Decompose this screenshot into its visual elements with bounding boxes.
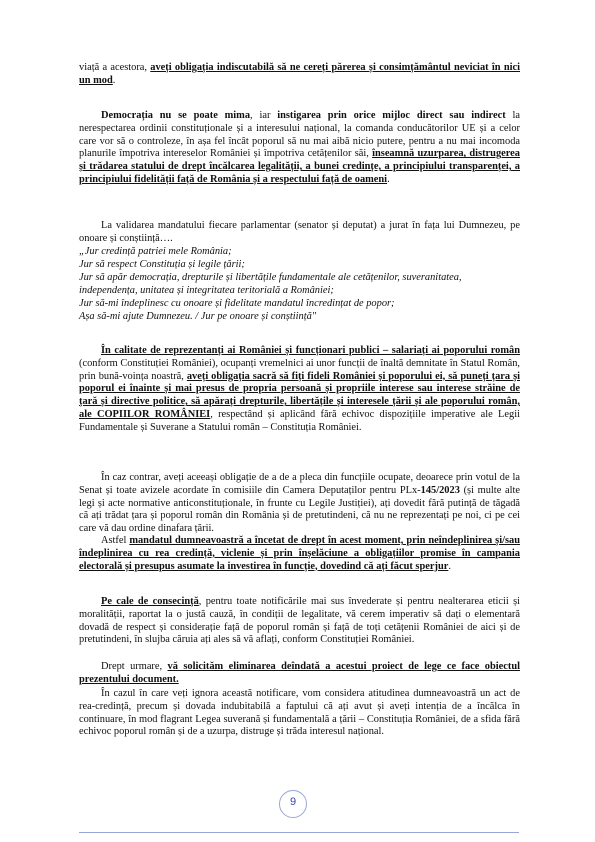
text-span: viață a acestora,	[79, 62, 151, 73]
text-span: La validarea mandatului fiecare parlamentar (senator și deputat) a jurat în fața lui Dumnezeu, pe onoare și conștiință….	[79, 220, 520, 244]
paragraph-oath-intro	[79, 220, 520, 246]
text-span: În caz contrar, aveți aceeași obligație de a de a pleca din funcțiile ocupate, deoarece prin votul de la Senat și toate avizele acordate în comisiile din Camera Deputaților pentru PLx-	[79, 472, 520, 496]
emphasis-text: În calitate de reprezentanți ai României și funcționari publici – salariați ai poporului român	[101, 345, 520, 356]
emphasis-text: mandatul dumneavoastră a încetat de drept în acest moment, prin neîndeplinirea și/sau îndeplinirea cu rea credință, viclenie și prin înșelăciune a obligațiilor promise în campania electorală și presupus asumate la investirea în funcție, dovedind că ați făcut sperjur	[79, 535, 520, 572]
emphasis-text: instigarea prin orice mijloc direct sau indirect	[277, 110, 506, 121]
emphasis-text: 145/2023	[420, 484, 460, 496]
text-span: Astfel	[101, 535, 130, 546]
paragraph-representatives	[79, 345, 520, 434]
text-span: Jur să-mi îndeplinesc cu onoare și fidelitate mandatul încredințat de popor;	[79, 298, 395, 309]
text-span: .	[448, 560, 451, 572]
paragraph-mandate	[79, 535, 520, 573]
text-span: Așa să-mi ajute Dumnezeu. / Jur pe onoare și conștiință"	[79, 311, 317, 322]
oath-line	[79, 298, 520, 311]
paragraph-consequence	[79, 596, 520, 647]
paragraph-request	[79, 661, 520, 687]
text-span: „Jur credință patriei mele România;	[79, 246, 232, 257]
paragraph-warning	[79, 688, 520, 739]
text-span: (și multe alte legi și acte normative anticonstituționale, în frunte cu Legile Justiției), ați dovedit fără putință de tăgadă că ați trădat țara și poporul român din România și de pretutindeni, că nu ne reprezentați pe noi, ci pe cei care vă dau ordine dinafara țării.	[79, 484, 520, 534]
emphasis-text: vă solicităm eliminarea deîndată a acestui proiect de lege ce face obiectul prezentului document.	[79, 661, 520, 685]
oath-line	[79, 311, 520, 324]
emphasis-text: aveți obligația sacră să fiți fideli României și poporului ei, să puneți țara și poporul ei înainte și mai presus de propria persoană și propriile interese sau interese străine de țară și directive politice, să apărați drepturile, libertățile și interesele țării și ale poporului român, ale COPIILOR ROMÂNIEI	[79, 370, 521, 420]
text-span: (conform Constituției României), ocupanți vremelnici ai unor funcții de înaltă demnitate în Statul Român, prin bună-voința noastră,	[79, 357, 520, 382]
emphasis-text: înseamnă uzurparea, distrugerea și trădarea statului de drept încălcarea legalității, a bunei credințe, a principiului transparenței, a principiului fidelității față de România și a respectului față de oameni	[79, 148, 520, 185]
text-span: Jur să apăr democrația, drepturile și libertățile fundamentale ale cetățenilor, suveranitatea, independența, unitatea și integritatea teritorială a României;	[79, 272, 462, 296]
page-number: 9	[289, 796, 297, 808]
footer-rule	[79, 832, 519, 833]
emphasis-text: aveți obligația indiscutabilă să ne cereți părerea și consimțământul neviciat în nici un mod	[79, 62, 520, 86]
oath-line	[79, 272, 520, 298]
paragraph-otherwise	[79, 472, 520, 536]
text-span: Drept urmare,	[101, 661, 168, 672]
oath-line	[79, 259, 520, 272]
text-span: .	[112, 74, 116, 86]
text-span: la nerespectarea ordinii constituționale și a interesului național, la comanda conducătorilor UE și a celor care vor să o controleze, în așa fel încât poporul să nu mai aibă nicio putere, pentru a nu mai incomoda planurile împotriva intereselor României și împotriva cetățenilor săi,	[79, 110, 520, 160]
text-span: , respectând și aplicând fără echivoc dispozițiile imperative ale Legii Fundamentale și Suverane a Statului român – Constituția României.	[79, 408, 520, 433]
text-span: , iar	[250, 110, 278, 121]
oath-line	[79, 246, 520, 259]
text-span: Jur să respect Constituția și legile țării;	[79, 259, 245, 270]
paragraph-democracy	[79, 110, 520, 187]
text-span: .	[387, 173, 390, 185]
text-span: , pentru toate notificările mai sus învederate și pentru nealterarea eticii și moralității, raportat la o justă cauză, în condiții de legalitate, vă cerem imperativ să dați o elementară dovadă de respect și considerație față de poporul român și față de toți cetățenii României de aici și de pretutindeni, în slujba căruia ați ales să vă aflați, conform Constituției României.	[79, 596, 521, 646]
text-span: În cazul în care veți ignora această notificare, vom considera atitudinea dumneavoastră un act de rea-credință, precum și dovada indubitabilă a faptului că ați avut și aveți intenția de a încălca în continuare, în mod flagrant Legea suverană și fundamentală a țării – Constituția României, de a sfida fără echivoc poporul român și de a uzurpa, distruge și trăda interesul național.	[79, 688, 520, 738]
emphasis-text: Pe cale de consecință	[101, 596, 199, 607]
paragraph-continuation	[79, 62, 520, 88]
emphasis-text: Democrația nu se poate mima	[101, 110, 251, 121]
